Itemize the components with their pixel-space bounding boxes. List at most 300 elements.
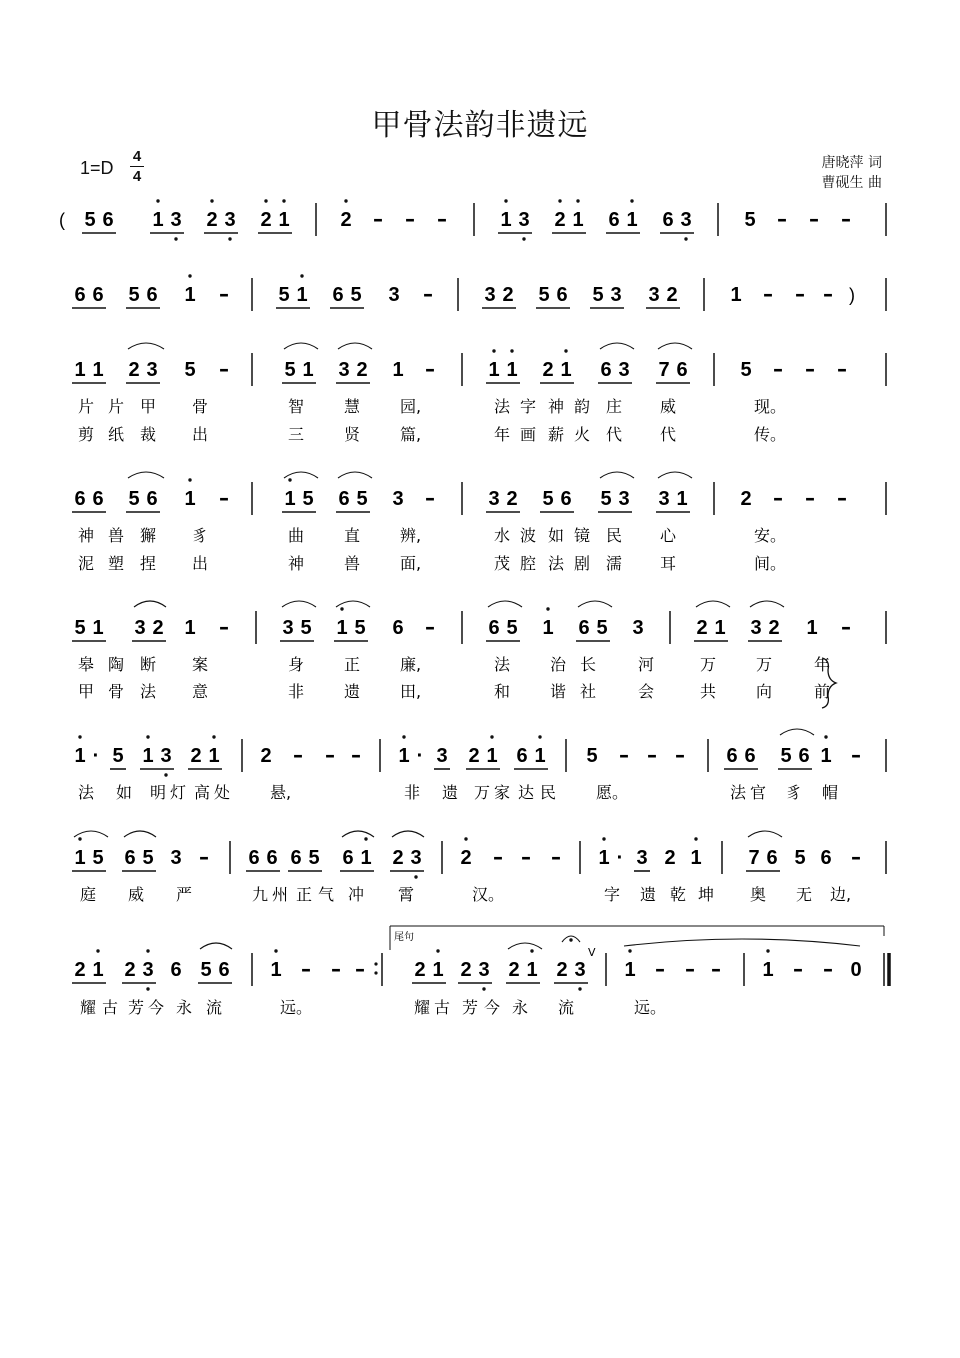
note: 2 <box>128 359 140 381</box>
dash: – <box>425 615 435 639</box>
dash: – <box>219 282 229 306</box>
note: 6 <box>74 488 86 510</box>
note: 1 <box>92 617 104 639</box>
note: 2 <box>554 209 566 231</box>
note: 6 <box>392 617 404 639</box>
note: 1 <box>152 209 164 231</box>
octave-dot-low <box>482 987 485 990</box>
lyric: 骨 <box>108 682 125 701</box>
note: 1 <box>302 359 314 381</box>
note: 5 <box>740 359 752 381</box>
note: 1 <box>92 959 104 981</box>
octave-dot <box>504 199 507 202</box>
octave-dot <box>824 735 827 738</box>
lyric: 社 <box>580 682 597 701</box>
dash: – <box>655 957 665 981</box>
lyric: 灯 <box>170 783 187 802</box>
note: 1 <box>92 359 104 381</box>
lyricist-credit: 唐晓萍 词 <box>821 155 882 171</box>
octave-dot <box>344 199 347 202</box>
lyric: 廉, <box>400 655 422 674</box>
octave-dot <box>558 199 561 202</box>
lyric: 达 <box>518 783 535 802</box>
note: 3 <box>134 617 146 639</box>
lyric: 捏 <box>140 554 157 573</box>
note: 1 <box>542 617 554 639</box>
note: 6 <box>662 209 674 231</box>
lyric: 非 <box>404 783 421 802</box>
note: 3 <box>170 209 182 231</box>
lyric: 长 <box>580 655 597 674</box>
note: 2 <box>392 847 404 869</box>
octave-dot <box>464 837 467 840</box>
lyric: 剧 <box>574 554 591 573</box>
note: 5 <box>596 617 608 639</box>
note: · <box>92 745 100 767</box>
note: 3 <box>632 617 644 639</box>
octave-dot <box>694 837 697 840</box>
dash: – <box>809 207 819 231</box>
dash: – <box>777 207 787 231</box>
note: 6 <box>766 847 778 869</box>
lyric: 兽 <box>344 554 361 573</box>
note: 2 <box>696 617 708 639</box>
lyric: 法 <box>494 655 511 674</box>
lyric: 治 <box>550 655 567 674</box>
note: 3 <box>388 284 400 306</box>
slur <box>284 343 318 349</box>
note: 3 <box>574 959 586 981</box>
lyric: 獬 <box>140 526 157 545</box>
note: 3 <box>518 209 530 231</box>
note: 2 <box>460 847 472 869</box>
lyric: 古 <box>102 998 119 1017</box>
lyric: 耀 <box>414 998 431 1017</box>
phrase-slur <box>624 939 860 946</box>
lyric: 画 <box>520 425 537 444</box>
note: 5 <box>74 617 86 639</box>
lyric: 边, <box>830 885 852 904</box>
lyric: 远。 <box>280 998 313 1017</box>
note: 5 <box>744 209 756 231</box>
octave-dot-low <box>684 237 687 240</box>
note: 6 <box>342 847 354 869</box>
note: 1 <box>534 745 546 767</box>
lyric: 汉。 <box>472 885 505 904</box>
note: 5 <box>586 745 598 767</box>
lyric: 意 <box>192 682 209 701</box>
lyric: 州 <box>272 885 289 904</box>
dash: – <box>837 357 847 381</box>
bracket: ) <box>849 285 855 305</box>
slur <box>134 601 166 607</box>
note: 5 <box>794 847 806 869</box>
dash: – <box>551 845 561 869</box>
tail-label: 尾句 <box>394 932 414 943</box>
octave-dot <box>340 607 343 610</box>
note: 6 <box>74 284 86 306</box>
note: 2 <box>152 617 164 639</box>
note: 6 <box>726 745 738 767</box>
octave-dot <box>146 735 149 738</box>
note: 1 <box>74 847 86 869</box>
note: 6 <box>92 284 104 306</box>
slur <box>128 343 164 349</box>
note: 2 <box>502 284 514 306</box>
lyric: 甲 <box>140 397 157 416</box>
octave-dot <box>96 949 99 952</box>
composer-credit: 曹砚生 曲 <box>821 175 882 191</box>
note: 0 <box>850 959 862 981</box>
slur <box>124 831 156 837</box>
repeat-dot <box>374 962 377 965</box>
lyric: 园, <box>400 397 422 416</box>
lyric: 茂 <box>494 554 511 573</box>
lyric: 非 <box>288 682 305 701</box>
lyric: 曲 <box>288 526 305 545</box>
lyric: 共 <box>700 682 717 701</box>
slur <box>658 343 692 349</box>
octave-dot <box>188 478 191 481</box>
lyric: 神 <box>288 554 305 573</box>
lyric: 乾 <box>670 885 687 904</box>
dash: – <box>841 615 851 639</box>
octave-dot-low <box>164 773 167 776</box>
lyric: 官 <box>750 783 767 802</box>
note: 6 <box>820 847 832 869</box>
lyric: 严 <box>176 885 193 904</box>
note: 3 <box>636 847 648 869</box>
dash: – <box>675 743 685 767</box>
note: 6 <box>92 488 104 510</box>
octave-dot <box>288 478 291 481</box>
slur <box>508 943 542 949</box>
octave-dot <box>274 949 277 952</box>
octave-dot <box>210 199 213 202</box>
note: 6 <box>744 745 756 767</box>
note: 1 <box>74 359 86 381</box>
lyric: 正 <box>344 655 361 674</box>
lyric: 远。 <box>634 998 667 1017</box>
lyric: 水 <box>494 526 511 545</box>
lyric: 神 <box>78 526 95 545</box>
note: 6 <box>676 359 688 381</box>
note: 7 <box>658 359 670 381</box>
note: 1 <box>730 284 742 306</box>
note: · <box>416 745 424 767</box>
note: 1 <box>714 617 726 639</box>
note: 3 <box>658 488 670 510</box>
note: 5 <box>300 617 312 639</box>
dash: – <box>293 743 303 767</box>
lyric: 愿。 <box>596 783 629 802</box>
note: 5 <box>302 488 314 510</box>
lyric: 代 <box>606 425 623 444</box>
slur <box>200 943 232 949</box>
note: 7 <box>748 847 760 869</box>
note: 5 <box>92 847 104 869</box>
lyric: 今 <box>148 998 165 1017</box>
lyric: 辨, <box>400 526 422 545</box>
lyric: 泥 <box>78 554 95 573</box>
lyric: 庄 <box>606 397 623 416</box>
note: 1 <box>560 359 572 381</box>
lyric: 威 <box>660 397 677 416</box>
note: 1 <box>184 488 196 510</box>
note: 1 <box>820 745 832 767</box>
lyric: 片 <box>78 397 95 416</box>
note: 6 <box>102 209 114 231</box>
note: 3 <box>618 359 630 381</box>
lyric: 代 <box>660 425 677 444</box>
note: 1 <box>572 209 584 231</box>
slur <box>780 729 814 735</box>
note: 1 <box>626 209 638 231</box>
dash: – <box>325 743 335 767</box>
octave-dot <box>546 607 549 610</box>
lyric: 向 <box>756 682 773 701</box>
lyric: 面, <box>400 554 422 573</box>
lyric: 传。 <box>754 425 787 444</box>
lyric: 纸 <box>108 425 125 444</box>
note: 3 <box>484 284 496 306</box>
lyric: 芳 <box>462 998 479 1017</box>
slur <box>748 831 782 837</box>
note: 5 <box>142 847 154 869</box>
octave-dot <box>364 837 367 840</box>
lyric: 永 <box>512 998 529 1017</box>
dash: – <box>199 845 209 869</box>
octave-dot <box>630 199 633 202</box>
note: 1 <box>392 359 404 381</box>
lyric: 冲 <box>348 885 365 904</box>
octave-dot-low <box>228 237 231 240</box>
slur <box>658 472 692 478</box>
dash: – <box>301 957 311 981</box>
lyric: 波 <box>520 526 537 545</box>
dash: – <box>647 743 657 767</box>
note: 5 <box>128 284 140 306</box>
octave-dot <box>188 274 191 277</box>
note: 1 <box>624 959 636 981</box>
note: 6 <box>560 488 572 510</box>
note: 3 <box>338 359 350 381</box>
note: 5 <box>350 284 362 306</box>
octave-dot-low <box>414 875 417 878</box>
lyric: 坤 <box>698 885 715 904</box>
slur <box>600 343 634 349</box>
dash: – <box>437 207 447 231</box>
note: 5 <box>506 617 518 639</box>
lyric: 字 <box>604 885 621 904</box>
lyric: 正 <box>296 885 313 904</box>
note: 6 <box>798 745 810 767</box>
octave-dot <box>264 199 267 202</box>
dash: – <box>521 845 531 869</box>
dash: – <box>851 743 861 767</box>
note: 2 <box>340 209 352 231</box>
octave-dot <box>510 349 513 352</box>
note: 2 <box>664 847 676 869</box>
note: 5 <box>284 359 296 381</box>
note: 2 <box>356 359 368 381</box>
lyric: 法 <box>140 682 157 701</box>
lyric: 法 <box>730 783 747 802</box>
lyric: 年 <box>494 425 511 444</box>
dash: – <box>773 357 783 381</box>
note: 3 <box>618 488 630 510</box>
octave-dot <box>602 837 605 840</box>
note: 1 <box>74 745 86 767</box>
lyric: 耳 <box>660 554 677 573</box>
fermata-dot <box>569 938 572 941</box>
lyric: 神 <box>548 397 565 416</box>
lyric: 遗 <box>640 885 657 904</box>
lyric: 遗 <box>442 783 459 802</box>
dash: – <box>425 486 435 510</box>
note: 3 <box>142 959 154 981</box>
note: 1 <box>398 745 410 767</box>
note: 5 <box>354 617 366 639</box>
dash: – <box>711 957 721 981</box>
lyric: 奥 <box>750 885 767 904</box>
slur <box>338 472 372 478</box>
octave-dot <box>78 837 81 840</box>
lyric: 身 <box>288 655 305 674</box>
note: 2 <box>468 745 480 767</box>
dash: – <box>423 282 433 306</box>
lyric: 韵 <box>574 397 591 416</box>
dash: – <box>425 357 435 381</box>
dash: – <box>793 957 803 981</box>
lyric: 高 <box>194 783 211 802</box>
note: 1 <box>690 847 702 869</box>
note: 2 <box>460 959 472 981</box>
lyric: 明 <box>150 783 167 802</box>
bracket: ( <box>59 210 65 230</box>
note: 3 <box>282 617 294 639</box>
slur <box>282 601 316 607</box>
note: 6 <box>266 847 278 869</box>
lyric: 兽 <box>108 526 125 545</box>
note: 2 <box>506 488 518 510</box>
note: 5 <box>600 488 612 510</box>
lyric: 字 <box>520 397 537 416</box>
slur <box>578 601 612 607</box>
octave-dot <box>282 199 285 202</box>
lyric: 年 <box>814 655 831 674</box>
lyric: 无 <box>796 885 813 904</box>
lyric: 智 <box>288 397 305 416</box>
note: 5 <box>112 745 124 767</box>
lyric: 民 <box>540 783 557 802</box>
note: 2 <box>666 284 678 306</box>
slur <box>338 343 372 349</box>
lyric: 贤 <box>344 425 361 444</box>
octave-dot <box>300 274 303 277</box>
note: 2 <box>768 617 780 639</box>
lyric: 火 <box>574 425 591 444</box>
note: 6 <box>248 847 260 869</box>
note: 2 <box>414 959 426 981</box>
lyric: 出 <box>192 554 209 573</box>
lyric: 河 <box>638 655 655 674</box>
lyric: 田, <box>400 682 422 701</box>
lyric: 骨 <box>192 397 209 416</box>
note: · <box>616 847 624 869</box>
lyric: 家 <box>494 783 511 802</box>
lyric: 皋 <box>78 655 95 674</box>
lyric: 九 <box>252 885 269 904</box>
lyric: 濡 <box>606 554 623 573</box>
octave-dot-low <box>146 987 149 990</box>
lyric: 万 <box>756 655 773 674</box>
note: 6 <box>488 617 500 639</box>
dash: – <box>805 486 815 510</box>
lyric: 帽 <box>822 783 839 802</box>
lyric: 断 <box>140 655 157 674</box>
note: 3 <box>610 284 622 306</box>
lyric: 前 <box>814 682 831 701</box>
lyric: 遗 <box>344 682 361 701</box>
note: 1 <box>762 959 774 981</box>
lyric: 豸 <box>786 783 803 802</box>
lyric: 芳 <box>128 998 145 1017</box>
note: 3 <box>224 209 236 231</box>
note: 1 <box>500 209 512 231</box>
lyric: 民 <box>606 526 623 545</box>
slur <box>74 831 108 837</box>
lyric: 现。 <box>754 397 787 416</box>
lyric: 直 <box>344 526 361 545</box>
lyric: 如 <box>548 526 565 545</box>
note: 5 <box>538 284 550 306</box>
note: 2 <box>542 359 554 381</box>
repeat-dot <box>374 971 377 974</box>
slur <box>696 601 730 607</box>
lyric: 腔 <box>520 554 537 573</box>
lyric: 间。 <box>754 554 787 573</box>
lyric: 流 <box>558 998 575 1017</box>
lyric: 流 <box>206 998 223 1017</box>
note: 3 <box>392 488 404 510</box>
note: 1 <box>506 359 518 381</box>
octave-dot <box>78 735 81 738</box>
note: 1 <box>284 488 296 510</box>
note: 1 <box>184 617 196 639</box>
dash: – <box>795 282 805 306</box>
note: 3 <box>478 959 490 981</box>
octave-dot <box>146 949 149 952</box>
note: 3 <box>648 284 660 306</box>
note: 1 <box>142 745 154 767</box>
lyric: 出 <box>192 425 209 444</box>
note: 1 <box>270 959 282 981</box>
dash: – <box>219 357 229 381</box>
lyric: 三 <box>288 425 305 444</box>
slur <box>336 601 370 607</box>
octave-dot <box>490 735 493 738</box>
note: 1 <box>486 745 498 767</box>
lyric: 谐 <box>550 682 567 701</box>
note: 2 <box>190 745 202 767</box>
note: 6 <box>600 359 612 381</box>
note: 6 <box>146 488 158 510</box>
dash: – <box>823 957 833 981</box>
dash: – <box>685 957 695 981</box>
note: 6 <box>124 847 136 869</box>
note: 5 <box>128 488 140 510</box>
